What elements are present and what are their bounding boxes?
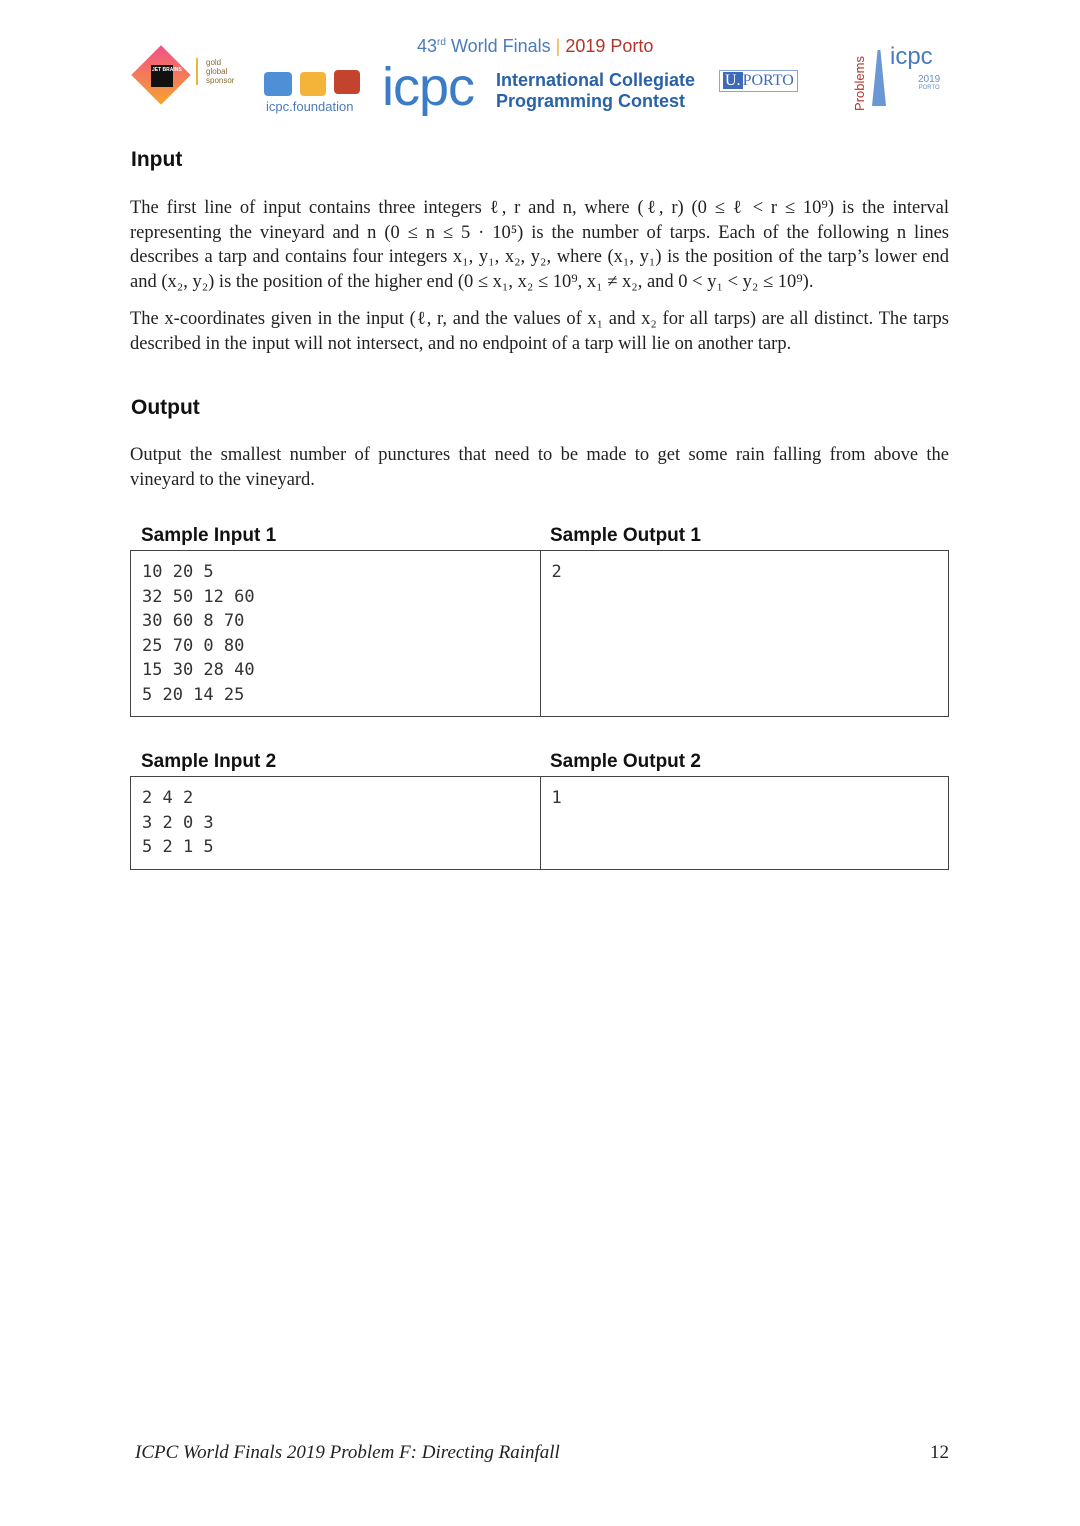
city: PORTO: [918, 85, 940, 91]
sample-labels: [130, 750, 949, 776]
output-heading: Output: [131, 396, 200, 419]
footer-title: ICPC World Finals 2019 Problem F: Directing Rainfall: [135, 1442, 560, 1463]
sample-table: [130, 776, 949, 870]
lightbulb-icon: [300, 72, 326, 96]
sample-output: 1: [540, 777, 949, 869]
uporto-u: U.: [725, 72, 741, 89]
cloud-icon: [264, 72, 292, 96]
sponsor-line: gold: [206, 58, 222, 67]
output-paragraph: Output the smallest number of punctures that need to be made to get some rain falling from above the vineyard to the vineyard.: [130, 445, 949, 490]
sample-2: [130, 750, 949, 870]
sample-table: [130, 550, 949, 717]
uporto-text: PORTO: [742, 72, 794, 89]
wf-text: World Finals: [445, 36, 551, 56]
foundation-label: icpc.foundation: [266, 99, 354, 114]
wf-number: 43: [417, 36, 438, 56]
sample-output-label: Sample Output 2: [550, 751, 701, 772]
sample-labels: [130, 524, 949, 550]
sample-1: [130, 524, 949, 717]
icpc-foundation-logo: [264, 42, 364, 112]
icpc-small-logo: icpc: [890, 43, 933, 70]
sample-input-label: Sample Input 2: [141, 751, 277, 772]
problem-body: [130, 148, 949, 870]
input-paragraph-2: The x-coordinates given in the input (ℓ, r, and the values of x₁ and x₂ for all tarps) are all distinct. The tarps described in the input will not intersect, and no endpoint of a tarp will lie on another tarp.: [130, 309, 949, 354]
sample-input: 2 4 2 3 2 0 3 5 2 1 5: [142, 788, 214, 857]
sample-output-label: Sample Output 1: [550, 525, 701, 546]
sample-input: 10 20 5 32 50 12 60 30 60 8 70 25 70 0 80 15 30 28 40 5 20 14 25: [142, 562, 255, 705]
divider: |: [555, 36, 561, 56]
year-label: [918, 74, 940, 92]
sample-input-label: Sample Input 1: [141, 525, 277, 546]
balloon-icon: [334, 70, 360, 94]
icpc-name-line: Programming Contest: [496, 91, 686, 111]
sponsor-line: global: [206, 67, 228, 76]
input-paragraph-1: The first line of input contains three integers ℓ, r and n, where (ℓ, r) (0 ≤ ℓ < r ≤ 10⁹) is the interval representing the vineyard and n (0 ≤ n ≤ 5 · 10⁵) is the number of tarps. Each of the following n lines describes a tarp and contains four integers x₁, y₁, x₂, y₂, where (x₁, y₁) is the position of the tarp’s lower end and (x₂, y₂) is the position of the higher end (0 ≤ x₁, x₂ ≤ 10⁹, x₁ ≠ x₂, and 0 < y₁ < y₂ ≤ 10⁹).: [130, 198, 949, 292]
icpc-name-line: International Collegiate: [496, 70, 696, 90]
porto-label: 2019 Porto: [565, 36, 654, 56]
input-heading: Input: [131, 148, 183, 171]
page-number: 12: [930, 1442, 949, 1463]
year: 2019: [918, 74, 941, 85]
icpc-name: [496, 70, 695, 112]
sponsor-label: [196, 58, 234, 85]
sponsor-line: sponsor: [206, 76, 235, 85]
tower-icon: [872, 50, 886, 106]
problems-label: Problems: [851, 56, 867, 111]
uporto-logo: [719, 70, 798, 92]
wf-sup: rd: [437, 37, 446, 48]
icpc-logo: icpc: [382, 57, 475, 117]
world-finals-title: [417, 36, 653, 56]
sample-output: 2: [540, 551, 949, 716]
header-logo-banner: [130, 36, 950, 121]
jetbrains-logo-text: JET BRAINS: [151, 65, 173, 87]
